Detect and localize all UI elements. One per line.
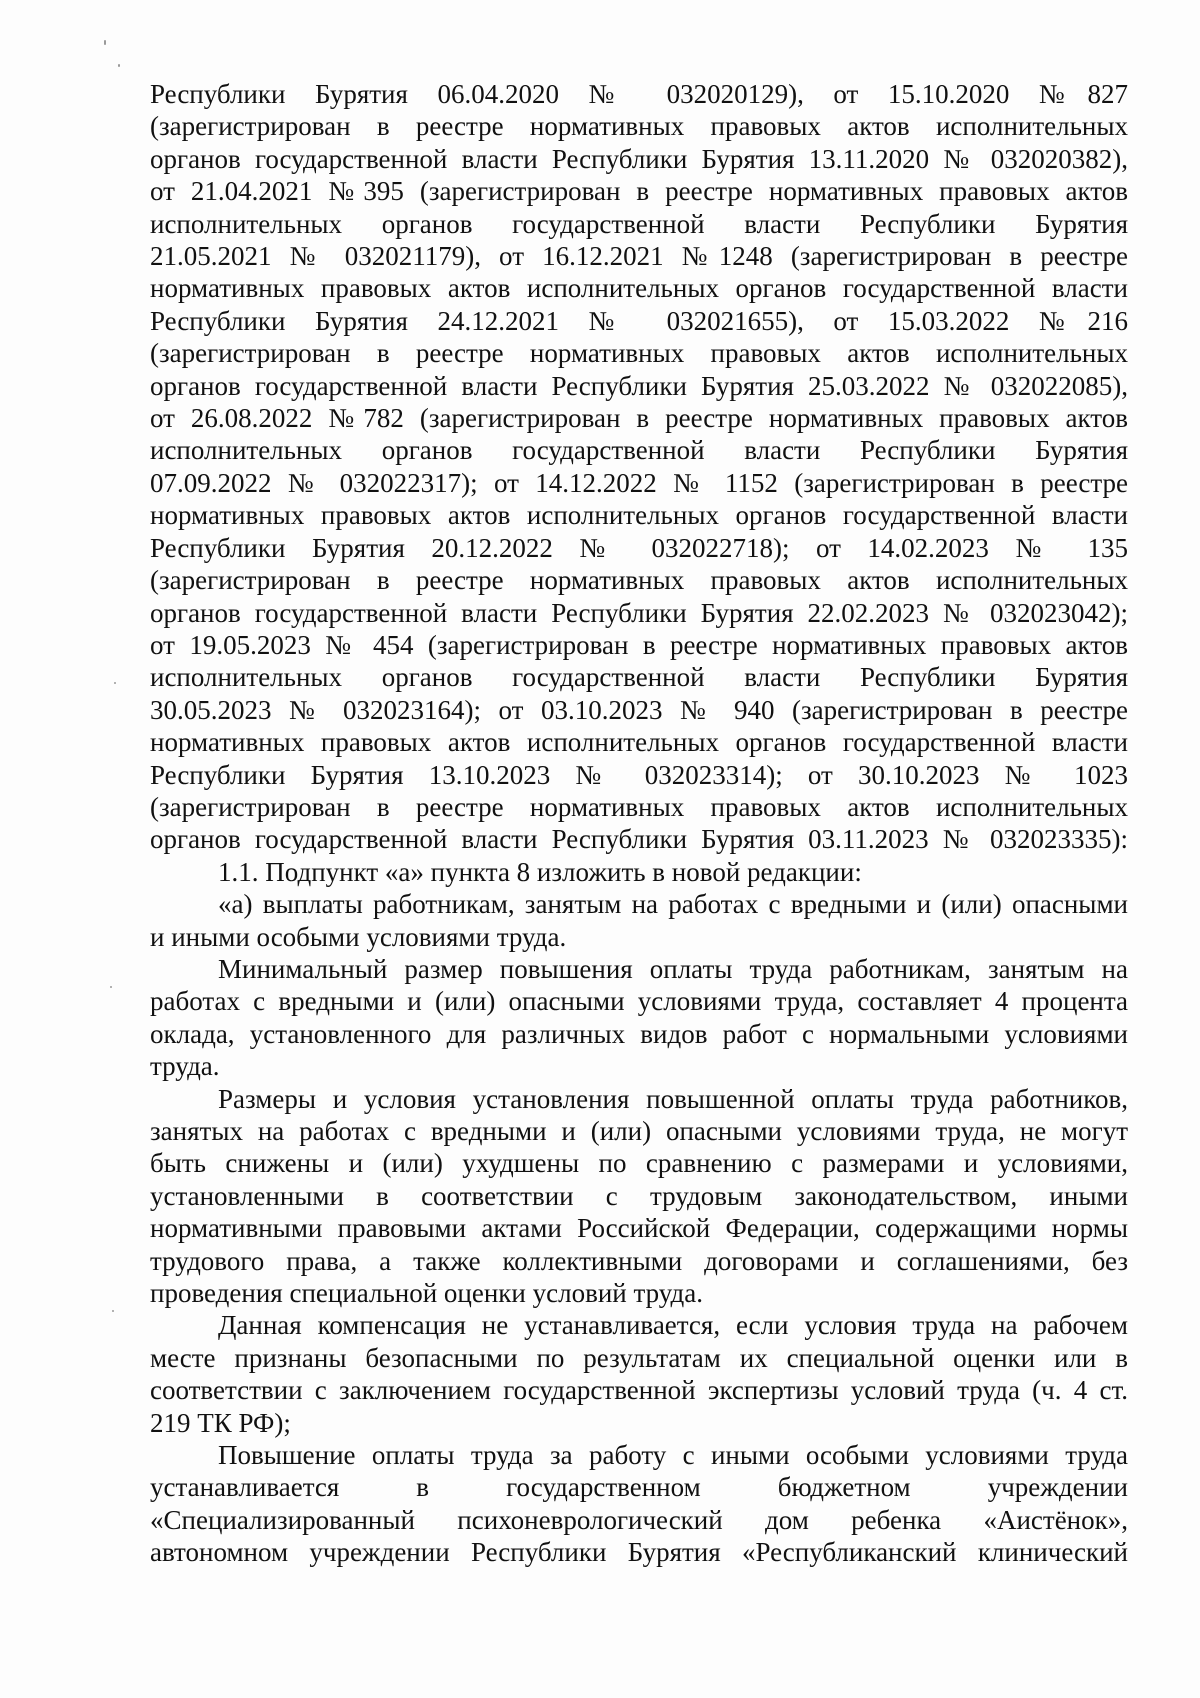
text-line: 07.09.2022 № 032022317); от 14.12.2022 № 1152 (зарегистрирован в реестре — [150, 467, 1128, 498]
text-line: нормативных правовых актов исполнительных органов государственной власти — [150, 500, 1128, 531]
scan-speck — [104, 40, 106, 45]
text-line: устанавливается в государственном бюджетном учреждении — [150, 1472, 1128, 1503]
text-line: органов государственной власти Республики Бурятия 22.02.2023 № 032023042); — [150, 597, 1128, 628]
text-line: оклада, установленного для различных видов работ с нормальными условиями — [150, 1018, 1128, 1049]
text-line: и иными особыми условиями труда. — [150, 921, 567, 952]
scan-speck — [114, 682, 116, 684]
text-line: проведения специальной оценки условий труда. — [150, 1278, 704, 1309]
text-line: 1.1. Подпункт «а» пункта 8 изложить в новой редакции: — [218, 856, 862, 887]
text-line: (зарегистрирован в реестре нормативных правовых актов исполнительных — [150, 791, 1128, 822]
scan-speck — [110, 986, 112, 988]
text-line: «Специализированный психоневрологический дом ребенка «Аистёнок», — [150, 1504, 1128, 1535]
text-line: 219 ТК РФ); — [150, 1407, 291, 1438]
text-line: соответствии с заключением государственной экспертизы условий труда (ч. 4 ст. — [150, 1375, 1128, 1406]
text-line: органов государственной власти Республики Бурятия 03.11.2023 № 032023335): — [150, 824, 1128, 855]
text-line: исполнительных органов государственной власти Республики Бурятия — [150, 662, 1128, 693]
scan-speck — [112, 1310, 114, 1312]
document-body — [150, 78, 1128, 1569]
text-line: нормативных правовых актов исполнительных органов государственной власти — [150, 727, 1128, 758]
text-line: Размеры и условия установления повышенной оплаты труда работников, — [218, 1083, 1128, 1114]
text-line: органов государственной власти Республики Бурятия 25.03.2022 № 032022085), — [150, 370, 1128, 401]
text-line: органов государственной власти Республики Бурятия 13.11.2020 № 032020382), — [150, 143, 1128, 174]
text-line: занятых на работах с вредными и (или) опасными условиями труда, не могут — [150, 1116, 1128, 1146]
text-line: труда. — [150, 1051, 220, 1082]
text-line: Республики Бурятия 24.12.2021 № 032021655), от 15.03.2022 №216 — [150, 305, 1128, 336]
text-line: Республики Бурятия 20.12.2022 № 032022718); от 14.02.2023 № 135 — [150, 532, 1128, 563]
text-line: Республики Бурятия 13.10.2023 № 032023314); от 30.10.2023 № 1023 — [150, 759, 1128, 790]
text-line: Повышение оплаты труда за работу с иными особыми условиями труда — [218, 1440, 1128, 1471]
text-line: исполнительных органов государственной власти Республики Бурятия — [150, 435, 1128, 466]
text-line: автономном учреждении Республики Бурятия «Республиканский клинический — [150, 1537, 1128, 1568]
text-line: от 21.04.2021 №395 (зарегистрирован в реестре нормативных правовых актов — [150, 176, 1128, 207]
text-line: трудового права, а также коллективными договорами и соглашениями, без — [150, 1245, 1128, 1276]
text-line: Минимальный размер повышения оплаты труда работникам, занятым на — [218, 953, 1128, 984]
text-line: 30.05.2023 № 032023164); от 03.10.2023 № 940 (зарегистрирован в реестре — [150, 694, 1128, 725]
text-line: установленными в соответствии с трудовым законодательством, иными — [150, 1180, 1128, 1211]
text-line: Республики Бурятия 06.04.2020 № 032020129), от 15.10.2020 №827 — [150, 79, 1128, 109]
text-line: 21.05.2021 № 032021179), от 16.12.2021 №1248 (зарегистрирован в реестре — [150, 241, 1128, 272]
text-line: от 26.08.2022 №782 (зарегистрирован в реестре нормативных правовых актов — [150, 403, 1128, 434]
text-line: нормативных правовых актов исполнительных органов государственной власти — [150, 273, 1128, 304]
text-line: быть снижены и (или) ухудшены по сравнению с размерами и условиями, — [150, 1148, 1128, 1179]
scan-speck — [118, 64, 120, 67]
text-line: работах с вредными и (или) опасными условиями труда, составляет 4 процента — [150, 986, 1128, 1017]
text-line: от 19.05.2023 № 454 (зарегистрирован в реестре нормативных правовых актов — [150, 629, 1128, 660]
text-line: месте признаны безопасными по результатам их специальной оценки или в — [150, 1342, 1128, 1373]
text-line: (зарегистрирован в реестре нормативных правовых актов исполнительных — [150, 338, 1128, 369]
text-line: Данная компенсация не устанавливается, если условия труда на рабочем — [218, 1310, 1128, 1341]
text-line: нормативными правовыми актами Российской Федерации, содержащими нормы — [150, 1213, 1128, 1244]
text-line: (зарегистрирован в реестре нормативных правовых актов исполнительных — [150, 565, 1128, 596]
text-line: исполнительных органов государственной власти Республики Бурятия — [150, 208, 1128, 239]
text-line: «а) выплаты работникам, занятым на работах с вредными и (или) опасными — [218, 889, 1128, 920]
text-line: (зарегистрирован в реестре нормативных правовых актов исполнительных — [150, 111, 1128, 142]
